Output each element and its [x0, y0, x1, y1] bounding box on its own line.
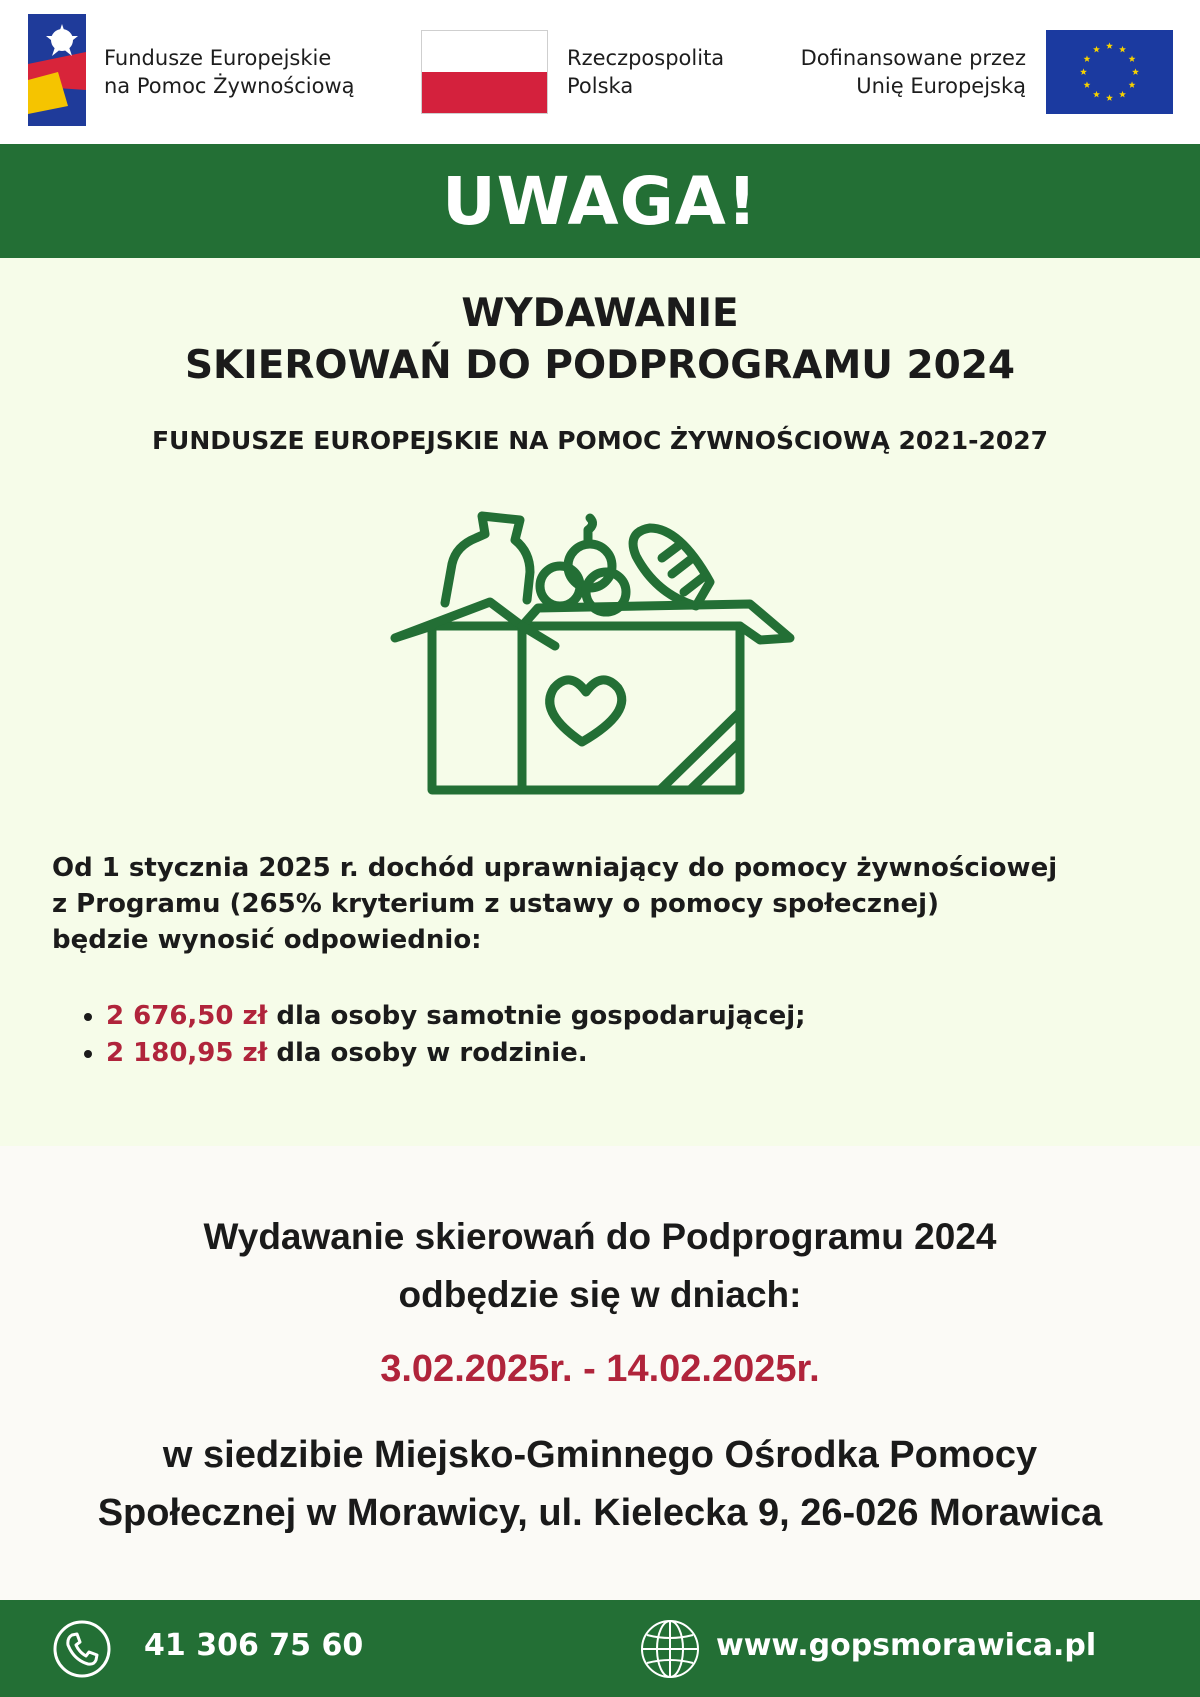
fundusze-europejskie-logo-icon	[28, 14, 86, 126]
schedule-line1: Wydawanie skierowań do Podprogramu 2024	[203, 1216, 997, 1257]
eu-flag-icon	[1046, 30, 1173, 114]
list-item	[106, 1035, 806, 1072]
pl-logo-line1: Rzeczpospolita	[567, 46, 725, 70]
fe-logo-line2: na Pomoc Żywnościową	[104, 74, 355, 98]
phone-number[interactable]: 41 306 75 60	[144, 1628, 364, 1663]
polish-flag-icon	[421, 30, 548, 114]
eu-logo-text	[801, 44, 1026, 100]
schedule-heading	[0, 1208, 1200, 1324]
income-description: dla osoby samotnie gospodarującej;	[267, 1001, 806, 1031]
list-item	[106, 998, 806, 1035]
eu-logo-line2: Unię Europejską	[856, 74, 1026, 98]
schedule-section	[0, 1146, 1200, 1600]
banner-title: UWAGA!	[442, 162, 758, 240]
main-title-line2: SKIEROWAŃ DO PODPROGRAMU 2024	[184, 343, 1016, 388]
schedule-dates: 3.02.2025r. - 14.02.2025r.	[380, 1348, 820, 1390]
globe-icon	[640, 1619, 700, 1679]
location-line1: w siedzibie Miejsko-Gminnego Ośrodka Pomocy	[162, 1434, 1038, 1476]
logo-bar	[0, 0, 1200, 144]
schedule-line2: odbędzie się w dniach:	[398, 1274, 802, 1315]
eligibility-line1: Od 1 stycznia 2025 r. dochód uprawniający do pomocy żywnościowej	[52, 853, 1058, 883]
schedule-location	[0, 1426, 1200, 1542]
pl-logo-line2: Polska	[567, 74, 634, 98]
uwaga-banner	[0, 144, 1200, 258]
contact-footer	[0, 1600, 1200, 1697]
eligibility-line3: będzie wynosić odpowiednio:	[52, 925, 482, 955]
income-threshold-list	[72, 998, 806, 1072]
income-amount: 2 180,95 zł	[106, 1038, 268, 1068]
fe-logo-line1: Fundusze Europejskie	[104, 46, 332, 70]
eligibility-paragraph	[52, 850, 1162, 958]
eligibility-line2: z Programu (265% kryterium z ustawy o pomocy społecznej)	[52, 889, 939, 919]
location-line2: Społecznej w Morawicy, ul. Kielecka 9, 26-026 Morawica	[97, 1492, 1103, 1534]
eu-logo-line1: Dofinansowane przez	[800, 46, 1026, 70]
program-subtitle: FUNDUSZE EUROPEJSKIE NA POMOC ŻYWNOŚCIOWĄ 2021-2027	[151, 426, 1049, 455]
fe-logo-text	[104, 44, 355, 100]
pl-logo-text	[567, 44, 724, 100]
phone-icon	[52, 1619, 112, 1679]
main-title-line1: WYDAWANIE	[461, 291, 739, 336]
income-description: dla osoby w rodzinie.	[267, 1038, 588, 1068]
website-link[interactable]: www.gopsmorawica.pl	[716, 1628, 1097, 1663]
main-title	[0, 288, 1200, 392]
food-box-heart-icon	[390, 498, 850, 808]
income-amount: 2 676,50 zł	[106, 1001, 268, 1031]
info-panel	[0, 258, 1200, 1146]
